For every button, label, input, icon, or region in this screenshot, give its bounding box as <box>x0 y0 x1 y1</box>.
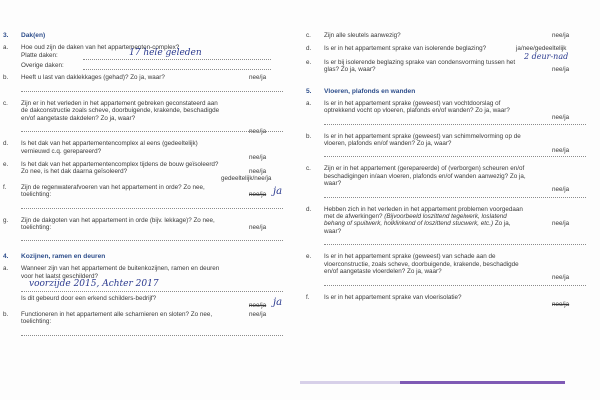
question-letter: e. <box>306 58 312 66</box>
question-letter: d. <box>3 140 9 148</box>
section-number: 5. <box>306 87 312 95</box>
answer-line[interactable] <box>21 199 283 209</box>
question-text: Is er in het appartement sprake (geweest) van schimmelvorming op de vloeren, plafonds en/of wanden? Zo ja, waar? <box>324 132 521 147</box>
handwritten-answer: 17 hele geleden <box>129 48 202 59</box>
question-letter: e. <box>3 160 9 168</box>
answer-line[interactable] <box>324 147 586 157</box>
answer-line[interactable] <box>324 235 586 245</box>
other-roofs-label: Overige daken: <box>21 62 64 70</box>
question-text: Is er in het appartement sprake (geweest) van schade aan de vloerconstructie, zoals scheve, doorbuigende, krakende, beschadigde en/of aangetaste vloerdelen? Zo ja, waar? <box>324 253 519 276</box>
answer-line[interactable] <box>324 276 586 286</box>
answer-line[interactable] <box>324 188 586 198</box>
yes-no-option[interactable]: nee/ja <box>249 310 267 318</box>
answer-line[interactable] <box>324 115 586 125</box>
question-4b <box>3 311 293 326</box>
question-text: Wanneer zijn van het appartement de buitenkozijnen, ramen en deuren voor het laatst geschilderd? <box>21 265 220 280</box>
answer-line[interactable] <box>21 280 283 292</box>
question-text: Is er in het appartement sprake van vloerisolatie? <box>324 293 462 301</box>
section-5-heading <box>306 88 596 100</box>
question-text: Is er in het appartement sprake (geweest) van vochtdoorslag of optrekkend vocht op vloeren, plafonds en/of wanden? Zo ja, waar? <box>324 99 510 115</box>
page-top-margin <box>0 0 600 30</box>
question-text: Is het dak van het appartementencomplex al eens (gedeeltelijk) vernieuwd c.q. gerepareerd? <box>21 140 198 155</box>
question-5a <box>306 99 596 121</box>
answer-line[interactable] <box>83 59 271 60</box>
yes-no-option[interactable]: nee/ja <box>249 223 267 231</box>
yes-no-option[interactable]: nee/ja <box>552 274 570 282</box>
question-letter: a. <box>306 99 312 107</box>
handwritten-answer: 2 deur-nad <box>524 52 569 62</box>
question-text: Hoe oud zijn de daken van het appartementen-complex? <box>21 44 180 51</box>
section-number: 3. <box>3 32 9 39</box>
question-5d <box>306 206 596 236</box>
section-4-heading <box>3 253 293 265</box>
section-title: Vloeren, plafonds en wanden <box>324 87 416 95</box>
question-text: Is het dak van het appartementencomplex tijdens de bouw geïsoleerd? Zo nee, is het dak daarna geïsoleerd? <box>21 160 219 176</box>
question-3c <box>3 99 293 135</box>
question-letter: d. <box>306 205 312 213</box>
question-5f <box>306 293 596 308</box>
answer-line[interactable] <box>21 82 283 92</box>
yes-no-option[interactable]: nee/ja <box>552 146 570 154</box>
question-text: Heeft u last van daklekkages (gehad)? Zo ja, waar? <box>21 74 165 82</box>
question-5e <box>306 253 596 282</box>
yes-no-option[interactable]: nee/ja <box>249 154 267 162</box>
question-tail-text: Zo ja, waar? <box>324 220 511 235</box>
question-text: Zijn alle sleutels aanwezig? <box>324 32 401 39</box>
handwritten-answer: voorzijde 2015, Achter 2017 <box>29 279 159 290</box>
section-title: Kozijnen, ramen en deuren <box>21 253 106 261</box>
question-letter: c. <box>3 99 8 107</box>
question-letter: a. <box>3 44 9 51</box>
question-text <box>324 206 529 236</box>
question-3g <box>3 217 293 232</box>
answer-line[interactable] <box>21 231 283 241</box>
section-title: Dak(en) <box>21 32 46 39</box>
other-roofs-row <box>21 61 293 71</box>
answer-line[interactable] <box>21 326 283 336</box>
question-main-text: Hebben zich in het verleden in het appartement problemen voorgedaan met de afwerkingen? <box>324 205 523 221</box>
question-text: Zijn er in het appartement (gerepareerde) of (verborgen) scheuren en/of beschadigingen in/aan vloeren, plafonds en/of wanden aanwezig? Zo ja, waar? <box>324 165 526 188</box>
right-column <box>306 32 596 308</box>
yes-no-option[interactable]: nee/ja <box>552 32 570 39</box>
handwritten-answer: ja <box>273 185 283 197</box>
yes-no-option[interactable]: nee/ja <box>249 190 267 198</box>
flat-roofs-row <box>21 48 293 61</box>
yes-no-option[interactable]: nee/ja <box>552 219 570 227</box>
flat-roofs-label: Platte daken: <box>21 52 58 60</box>
question-letter: c. <box>306 165 311 173</box>
question-3f <box>3 184 293 199</box>
question-letter: d. <box>306 45 312 53</box>
question-4c <box>306 32 596 39</box>
question-letter: c. <box>306 32 311 39</box>
question-3b <box>3 74 293 81</box>
question-letter: g. <box>3 216 9 224</box>
question-text: Is er in het appartement sprake van isolerende beglazing? <box>324 45 487 53</box>
question-text: Is dit gebeurd door een erkend schilders-bedrijf? <box>21 295 157 303</box>
question-3e <box>3 160 293 182</box>
question-letter: f. <box>306 293 310 301</box>
question-text: Zijn de regenwaterafvoeren van het appartement in orde? Zo nee, toelichting: <box>21 183 205 199</box>
question-example-text: (Bijvoorbeeld loszittend tegelwerk, loslatend behang of spuitwerk, holklinkend of loszittend stucwerk, etc.) <box>324 213 507 228</box>
yes-no-option[interactable]: nee/ja <box>552 65 570 73</box>
footer-bar-purple <box>400 381 565 384</box>
yes-no-option[interactable]: nee/ja <box>552 186 570 194</box>
question-4a-painter <box>3 295 293 310</box>
handwritten-answer: ja <box>273 297 283 309</box>
question-text: Is er bij isolerende beglazing sprake van condensvorming tussen het glas? Zo ja, waar? <box>324 58 516 74</box>
yes-no-option[interactable]: nee/ja <box>552 113 570 121</box>
yes-no-option[interactable]: nee/ja <box>552 300 570 308</box>
question-letter: a. <box>3 265 9 273</box>
section-number: 4. <box>3 253 9 261</box>
question-5b <box>306 132 596 154</box>
question-3d <box>3 140 293 162</box>
yes-no-option[interactable]: nee/ja <box>249 167 267 175</box>
footer-bar-light <box>300 381 400 384</box>
question-5c <box>306 165 596 194</box>
question-4a <box>3 265 293 280</box>
question-letter: b. <box>3 310 9 318</box>
yes-no-option[interactable]: nee/ja <box>249 127 267 135</box>
partial-yes-no-option[interactable]: ja/nee/gedeeltelijk <box>516 45 567 53</box>
question-4d <box>306 45 596 62</box>
question-text: Zijn er in het verleden in het appartement gebreken geconstateerd aan de dakconstructie zoals scheve, doorbuigende, krakende, beschadigde en/of aangetaste dakdelen? Zo ja, waar? <box>21 99 220 122</box>
question-letter: f. <box>3 183 7 191</box>
question-4e <box>306 59 596 74</box>
yes-no-option[interactable]: nee/ja <box>249 74 267 82</box>
left-column <box>3 32 293 336</box>
question-letter: b. <box>306 132 312 140</box>
question-text: Functioneren in het appartement alle scharnieren en sloten? Zo nee, toelichting: <box>21 310 213 326</box>
section-3-heading <box>3 32 293 44</box>
question-letter: e. <box>306 253 312 261</box>
question-letter: b. <box>3 74 9 82</box>
question-text: Zijn de dakgoten van het appartement in orde (bijv. lekkage)? Zo nee, toelichting: <box>21 216 215 232</box>
partial-yes-no-option[interactable]: gedeeltelijk/nee/ja <box>221 174 272 182</box>
yes-no-option[interactable]: nee/ja <box>249 302 267 310</box>
answer-line[interactable] <box>83 69 271 70</box>
answer-line[interactable] <box>21 122 283 132</box>
